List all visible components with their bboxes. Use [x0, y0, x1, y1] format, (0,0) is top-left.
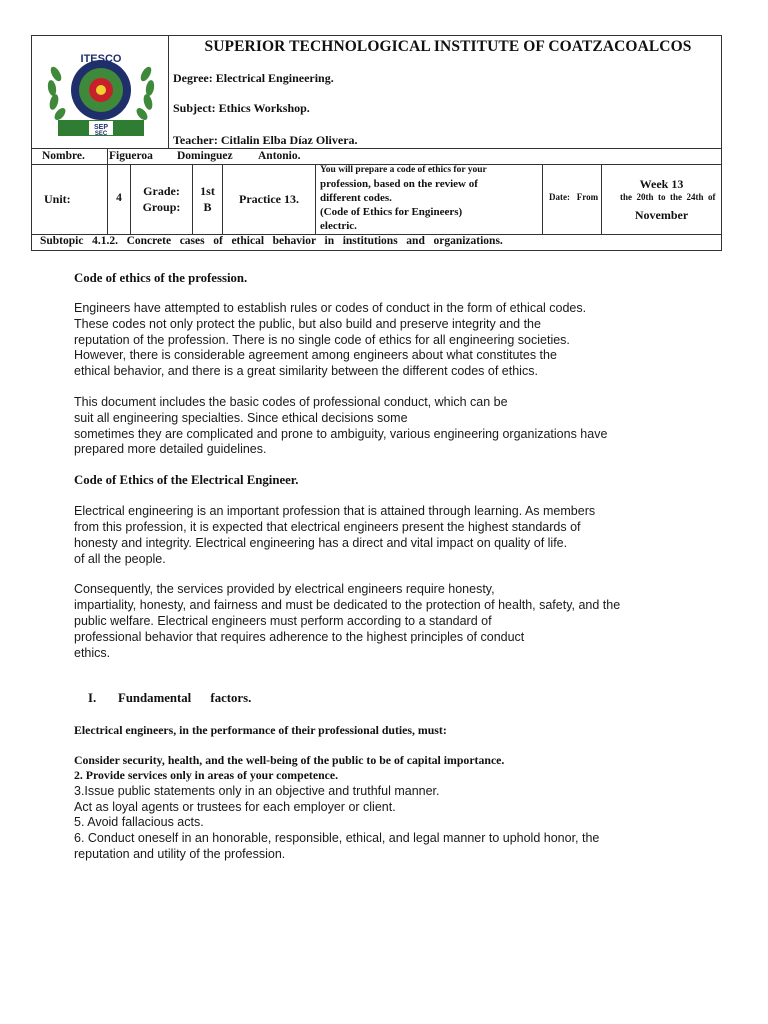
logo-sec-text: SEC	[94, 131, 108, 137]
week-label: Week 13	[639, 177, 684, 191]
paragraph-line: Electrical engineering is an important profession that is attained through learning. As members	[74, 504, 596, 519]
name-label: Nombre.	[32, 149, 108, 164]
paragraph-line: of all the people.	[74, 551, 166, 566]
paragraph-line: honesty and integrity. Electrical engineering has a direct and vital impact on quality of life.	[74, 535, 568, 550]
list-item: Act as loyal agents or trustees for each employer or client.	[74, 799, 396, 814]
paragraph-line: professional behavior that requires adherence to the highest principles of conduct	[74, 629, 525, 644]
paragraph-line: ethics.	[74, 645, 111, 660]
institution-cell	[169, 36, 721, 148]
group-label: Group:	[142, 200, 181, 214]
paragraph-line: ethical behavior, and there is a great similarity between the different codes of ethics.	[74, 364, 538, 379]
paragraph-2	[74, 395, 694, 458]
section-title: Fundamental factors.	[118, 691, 252, 706]
name-part: Dominguez	[177, 150, 233, 162]
duties-intro: Electrical engineers, in the performance of their professional duties, must:	[74, 723, 447, 738]
unit-value: 4	[116, 192, 122, 204]
description-cell	[316, 165, 543, 234]
grade-group-values	[193, 165, 223, 234]
section-number: I.	[88, 691, 97, 706]
paragraph-line: sometimes they are complicated and prone to ambiguity, various engineering organizations have	[74, 426, 608, 441]
grade-value: 1st	[200, 184, 215, 198]
name-row	[32, 149, 721, 165]
teacher-line: Teacher: Citlalin Elba Díaz Olivera.	[173, 133, 358, 147]
week-month: November	[634, 208, 689, 222]
subject-line: Subject: Ethics Workshop.	[173, 101, 310, 115]
paragraph-line: Engineers have attempted to establish rules or codes of conduct in the form of ethical codes.	[74, 301, 587, 315]
unit-label-cell	[32, 165, 108, 234]
subtopic-row	[32, 235, 721, 250]
unit-row	[32, 165, 721, 235]
itesco-logo	[42, 44, 160, 140]
grade-label: Grade:	[143, 184, 180, 198]
logo-sep-text: SEP	[93, 124, 109, 131]
heading-code-of-ethics: Code of ethics of the profession.	[74, 271, 248, 285]
date-label: Date: From	[549, 192, 599, 202]
paragraph-line: These codes not only protect the public, but also build and preserve integrity and the	[74, 316, 541, 331]
paragraph-line: prepared more detailed guidelines.	[74, 442, 267, 457]
name-part: Antonio.	[258, 150, 301, 162]
institution-title: SUPERIOR TECHNOLOGICAL INSTITUTE OF COATZACOALCOS	[204, 38, 692, 55]
week-range: the 20th to the 24th of	[620, 192, 716, 202]
logo-cell	[32, 36, 169, 148]
list-item: reputation and utility of the profession.	[74, 847, 286, 862]
unit-value-cell	[108, 165, 131, 234]
grade-group-labels	[131, 165, 193, 234]
section-heading	[88, 691, 694, 706]
practice-label: Practice 13.	[239, 192, 299, 206]
paragraph-1	[74, 301, 694, 380]
description-line: (Code of Ethics for Engineers)	[320, 206, 463, 218]
header-top-row	[32, 36, 721, 149]
paragraph-line: from this profession, it is expected that electrical engineers present the highest standards of	[74, 519, 581, 534]
paragraph-line: public welfare. Electrical engineers must perform according to a standard of	[74, 613, 492, 628]
list-item: 6. Conduct oneself in an honorable, responsible, ethical, and legal manner to uphold honor, the	[74, 831, 600, 846]
week-cell	[602, 165, 721, 234]
paragraph-line: suit all engineering specialties. Since ethical decisions some	[74, 410, 408, 425]
list-item: 3.Issue public statements only in an objective and truthful manner.	[74, 783, 440, 798]
description-line: You will prepare a code of ethics for your	[320, 165, 487, 175]
description-line: electric.	[320, 220, 357, 232]
unit-label: Unit:	[44, 192, 71, 206]
practice-cell	[223, 165, 316, 234]
document-body	[74, 271, 694, 863]
header-table	[31, 35, 722, 251]
paragraph-line: impartiality, honesty, and fairness and must be dedicated to the protection of health, safety, and the	[74, 598, 621, 613]
list-item: 5. Avoid fallacious acts.	[74, 815, 204, 830]
date-cell	[543, 165, 602, 234]
paragraph-3	[74, 504, 694, 567]
duties-list	[74, 784, 694, 863]
logo-text: ITESCO	[80, 53, 122, 65]
list-item: Consider security, health, and the well-being of the public to be of capital importance.	[74, 752, 505, 767]
paragraph-line: Consequently, the services provided by electrical engineers require honesty,	[74, 582, 495, 597]
paragraph-line: reputation of the profession. There is no single code of ethics for all engineering societies.	[74, 332, 570, 347]
paragraph-line: This document includes the basic codes of professional conduct, which can be	[74, 394, 508, 409]
paragraph-line: However, there is considerable agreement among engineers about what constitutes the	[74, 348, 557, 363]
bold-duties-list	[74, 753, 694, 784]
paragraph-4	[74, 582, 694, 661]
list-item: 2. Provide services only in areas of your competence.	[74, 768, 339, 783]
subtopic-text: Subtopic 4.1.2. Concrete cases of ethical behavior in institutions and organizations.	[40, 235, 503, 247]
name-value	[108, 149, 721, 164]
heading-electrical-engineer: Code of Ethics of the Electrical Engineer.	[74, 473, 299, 488]
degree-line: Degree: Electrical Engineering.	[173, 71, 334, 85]
description-line: profession, based on the review of	[320, 178, 478, 190]
group-value: B	[203, 200, 212, 214]
description-line: different codes.	[320, 192, 392, 204]
name-part: Figueroa	[109, 150, 153, 162]
